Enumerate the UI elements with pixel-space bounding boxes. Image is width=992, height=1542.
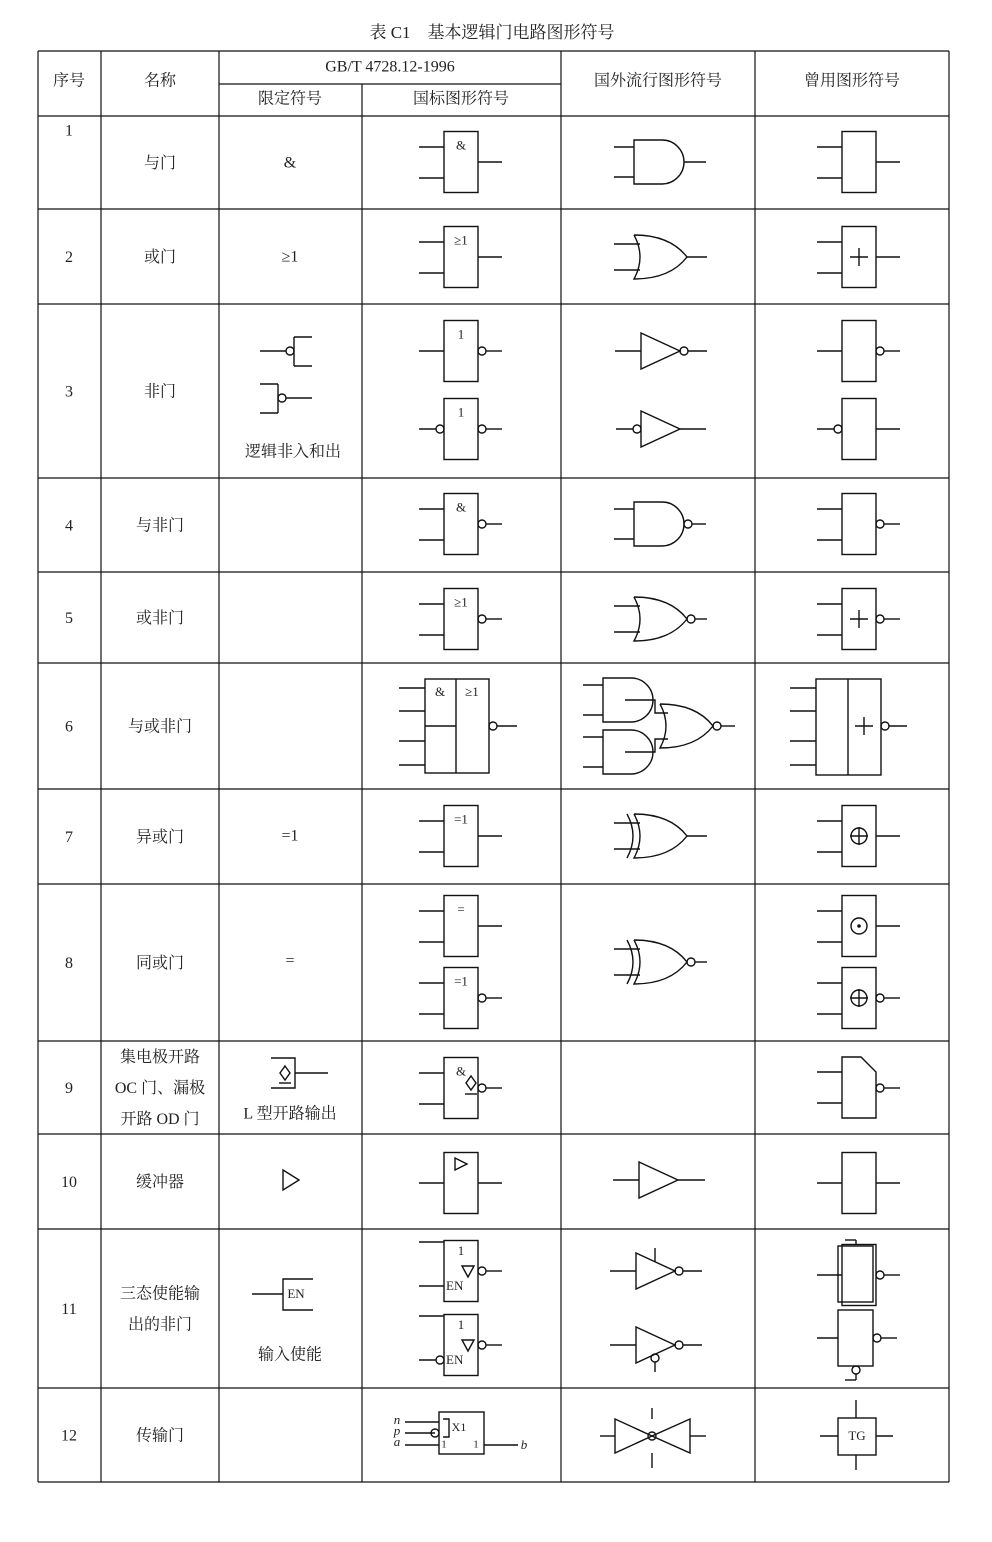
qualifier-note: L 型开路输出	[243, 1105, 337, 1123]
inversion-bubble-icon	[286, 347, 294, 355]
table-row	[61, 1427, 184, 1445]
header-foreign-symbol: 国外流行图形符号	[593, 72, 723, 90]
gb-not-gate-symbol	[419, 399, 502, 460]
gate-qualifier-label: 1	[457, 1242, 465, 1258]
table-row	[65, 383, 176, 401]
gb-buffer-symbol	[419, 1153, 502, 1214]
row-number: 3	[65, 383, 73, 401]
open-drain-diamond-icon	[466, 1076, 476, 1090]
symbol-box	[842, 132, 876, 193]
qualifier-open-drain-symbol	[243, 1058, 336, 1123]
inversion-bubble-icon	[478, 1267, 486, 1275]
gb-and-gate-symbol	[419, 132, 502, 193]
gate-qualifier-label: =1	[454, 811, 468, 827]
buffer-triangle-icon	[283, 1170, 299, 1190]
gate-qualifier-label: ≥1	[454, 594, 468, 610]
gb-xnor-gate-symbol	[419, 968, 502, 1029]
old-transmission-gate-symbol	[820, 1400, 893, 1470]
triangle-shape	[636, 1327, 675, 1363]
gate-name: OC 门、漏极	[114, 1080, 206, 1098]
gate-name: 传输门	[135, 1427, 185, 1445]
inversion-bubble-icon	[684, 520, 692, 528]
gb-nand-gate-symbol	[419, 494, 502, 555]
qualifier-symbol: =	[285, 952, 295, 970]
gate-name: 出的非门	[127, 1316, 193, 1334]
foreign-and-or-invert-symbol	[583, 678, 735, 774]
old-open-drain-gate-symbol	[817, 1057, 900, 1118]
symbol-box	[842, 321, 876, 382]
gate-name: 同或门	[135, 955, 185, 973]
inversion-bubble-icon	[852, 1366, 860, 1374]
qualifier-cell	[282, 249, 299, 266]
enable-label: EN	[287, 1285, 305, 1301]
foreign-xnor-gate-symbol	[614, 940, 707, 984]
qualifier-negation-symbol	[245, 337, 341, 461]
old-and-gate-symbol	[817, 132, 900, 193]
table-row	[65, 718, 192, 736]
table-header	[53, 23, 900, 108]
foreign-and-gate-symbol	[614, 140, 706, 184]
symbol-box	[838, 1246, 873, 1302]
inversion-bubble-icon	[876, 994, 884, 1002]
gate-qualifier-label: &	[455, 137, 467, 153]
row-number: 11	[61, 1301, 77, 1319]
header-gb-symbol: 国标图形符号	[412, 90, 510, 108]
gate-name: 集电极开路	[119, 1049, 201, 1067]
gb-and-or-invert-symbol	[399, 679, 517, 773]
gate-qualifier-label: 1	[441, 1438, 447, 1451]
gate-name: 异或门	[135, 829, 185, 847]
inversion-bubble-icon	[478, 1341, 486, 1349]
row-number: 5	[65, 610, 73, 628]
gate-name: 或门	[143, 249, 177, 267]
header-qualifier: 限定符号	[257, 90, 323, 108]
bracket	[443, 1419, 449, 1437]
foreign-nand-gate-symbol	[614, 502, 706, 546]
header-name: 名称	[143, 72, 177, 90]
triangle-shape	[639, 1162, 678, 1198]
inversion-bubble-icon	[876, 615, 884, 623]
gate-name: 非门	[143, 383, 177, 401]
triangle-shape	[641, 333, 680, 369]
gate-qualifier-label: 1	[473, 1438, 479, 1451]
inversion-bubble-icon	[876, 1271, 884, 1279]
row-number: 9	[65, 1080, 73, 1098]
gb-xor-gate-symbol	[419, 806, 502, 867]
gate-qualifier-label: 1	[457, 404, 465, 420]
inversion-bubble-icon	[651, 1354, 659, 1362]
old-not-gate-symbol	[817, 321, 900, 382]
gate-qualifier-label: ≥1	[465, 683, 479, 699]
gate-qualifier-label: =	[457, 901, 465, 917]
inversion-bubble-icon	[478, 1084, 486, 1092]
triangle-shape	[615, 1419, 652, 1453]
row-number: 8	[65, 955, 73, 973]
gate-qualifier-label: &	[455, 499, 467, 515]
qualifier-buffer-symbol	[283, 1170, 299, 1190]
table-row	[65, 954, 184, 972]
open-drain-diamond-icon	[280, 1066, 290, 1080]
inversion-bubble-icon	[489, 722, 497, 730]
gate-name: 开路 OD 门	[120, 1111, 200, 1129]
old-nor-gate-symbol	[817, 589, 900, 650]
gb-tristate-inverter-symbol	[419, 1315, 502, 1376]
inversion-bubble-icon	[713, 722, 721, 730]
or-gate-shape	[634, 814, 687, 858]
gate-qualifier-label: &	[455, 1063, 467, 1079]
qualifier-note: 逻辑非入和出	[244, 443, 342, 461]
table-row	[65, 248, 176, 266]
qualifier-cell	[284, 155, 297, 172]
foreign-not-gate-symbol	[615, 333, 707, 369]
header-standard: GB/T 4728.12-1996	[325, 58, 455, 76]
inversion-bubble-icon	[436, 425, 444, 433]
inversion-bubble-icon	[834, 425, 842, 433]
triangle-shape	[652, 1419, 690, 1453]
gate-name: 或非门	[135, 610, 185, 628]
foreign-tristate-inverter-symbol	[610, 1327, 702, 1372]
gb-or-gate-symbol	[419, 227, 502, 288]
inversion-bubble-icon	[881, 722, 889, 730]
xor-curve	[627, 940, 633, 984]
foreign-nor-gate-symbol	[614, 597, 707, 641]
gate-name: 与门	[143, 155, 177, 173]
pin-label: p	[393, 1422, 401, 1438]
gate-name: 与非门	[135, 517, 185, 535]
row-number: 12	[61, 1427, 77, 1445]
old-and-or-invert-symbol	[790, 679, 907, 775]
gate-qualifier-label: ≥1	[454, 232, 468, 248]
row-number: 10	[61, 1174, 77, 1192]
old-xor-gate-symbol	[817, 806, 900, 867]
inversion-bubble-icon	[436, 1356, 444, 1364]
tristate-triangle-icon	[462, 1266, 474, 1277]
qualifier-cell	[285, 953, 294, 970]
header-old-symbol: 曾用图形符号	[803, 72, 901, 90]
qualifier-symbol: =1	[281, 827, 299, 845]
enable-label: EN	[446, 1277, 464, 1293]
buffer-triangle-icon	[455, 1158, 467, 1170]
inversion-bubble-icon	[478, 520, 486, 528]
enable-label: EN	[446, 1351, 464, 1367]
or-gate-shape	[634, 597, 687, 641]
foreign-transmission-gate-symbol	[600, 1408, 706, 1468]
and-gate-shape	[634, 140, 684, 184]
foreign-xor-gate-symbol	[614, 814, 707, 858]
header-no: 序号	[52, 72, 86, 90]
symbol-box	[842, 399, 876, 460]
gb-not-gate-symbol	[419, 321, 502, 382]
foreign-buffer-symbol	[613, 1162, 705, 1198]
old-tristate-inverter-symbol	[817, 1240, 900, 1306]
old-xnor-gate-symbol	[817, 896, 900, 957]
row-number: 1	[65, 122, 73, 140]
table-row	[65, 609, 184, 627]
qualifier-note: 输入使能	[257, 1346, 323, 1364]
gate-name: 与或非门	[127, 718, 193, 736]
inversion-bubble-icon	[633, 425, 641, 433]
qualifier-cell	[281, 828, 298, 845]
gate-name: 缓冲器	[135, 1174, 185, 1192]
or-gate-shape	[634, 235, 687, 279]
foreign-tristate-inverter-symbol	[610, 1248, 702, 1289]
symbol-box	[842, 1057, 876, 1118]
or-gate-shape	[660, 704, 713, 748]
old-nand-gate-symbol	[817, 494, 900, 555]
inversion-bubble-icon	[687, 615, 695, 623]
old-tristate-inverter-symbol	[817, 1310, 897, 1380]
table-row	[65, 1047, 205, 1128]
gate-name: 三态使能输	[119, 1285, 201, 1303]
pin-label: n	[393, 1411, 401, 1427]
dot	[857, 924, 861, 928]
table-row	[65, 123, 176, 173]
gate-qualifier-label: 1	[457, 326, 465, 342]
table-row	[61, 1173, 184, 1191]
row-number: 6	[65, 718, 73, 736]
tg-label: TG	[848, 1427, 866, 1443]
symbol-box	[838, 1310, 873, 1366]
pin-label: a	[393, 1433, 401, 1449]
gb-open-drain-gate-symbol	[419, 1058, 502, 1119]
gate-qualifier-label: &	[434, 683, 446, 699]
symbol-box	[842, 494, 876, 555]
and-gate-shape	[634, 502, 684, 546]
pin-label: b	[520, 1436, 528, 1452]
gate-qualifier-label: =1	[454, 973, 468, 989]
qualifier-symbol: &	[283, 154, 297, 172]
gb-xnor-gate-symbol	[419, 896, 502, 957]
gate-qualifier-label: 1	[457, 1316, 465, 1332]
tristate-triangle-icon	[462, 1340, 474, 1351]
table-row	[65, 828, 184, 846]
xor-curve	[627, 814, 633, 858]
row-number: 2	[65, 249, 73, 267]
symbol-box	[842, 1153, 876, 1214]
inversion-bubble-icon	[478, 347, 486, 355]
inversion-bubble-icon	[873, 1334, 881, 1342]
inversion-bubble-icon	[687, 958, 695, 966]
inversion-bubble-icon	[876, 520, 884, 528]
old-buffer-symbol	[817, 1153, 900, 1214]
gate-qualifier-label: X1	[451, 1419, 467, 1434]
triangle-shape	[641, 411, 680, 447]
qualifier-symbol: ≥1	[281, 248, 299, 266]
foreign-or-gate-symbol	[614, 235, 707, 279]
foreign-not-gate-symbol	[616, 411, 706, 447]
inversion-bubble-icon	[278, 394, 286, 402]
gb-transmission-gate-symbol	[393, 1412, 528, 1454]
table-row	[65, 517, 184, 535]
table-title: 表 C1 基本逻辑门电路图形符号	[369, 22, 615, 42]
or-gate-shape	[634, 940, 687, 984]
gb-tristate-inverter-symbol	[419, 1241, 502, 1302]
qualifier-enable-symbol	[252, 1279, 322, 1364]
old-not-gate-symbol	[817, 399, 900, 460]
row-number: 4	[65, 517, 73, 535]
row-number: 7	[65, 829, 73, 847]
old-xnor-gate-symbol	[817, 968, 900, 1029]
inversion-bubble-icon	[478, 994, 486, 1002]
inversion-bubble-icon	[876, 1084, 884, 1092]
table-row	[61, 1285, 200, 1334]
symbol-box	[842, 1245, 876, 1306]
old-or-gate-symbol	[817, 227, 900, 288]
inversion-bubble-icon	[478, 615, 486, 623]
inversion-bubble-icon	[478, 425, 486, 433]
gb-nor-gate-symbol	[419, 589, 502, 650]
inversion-bubble-icon	[876, 347, 884, 355]
